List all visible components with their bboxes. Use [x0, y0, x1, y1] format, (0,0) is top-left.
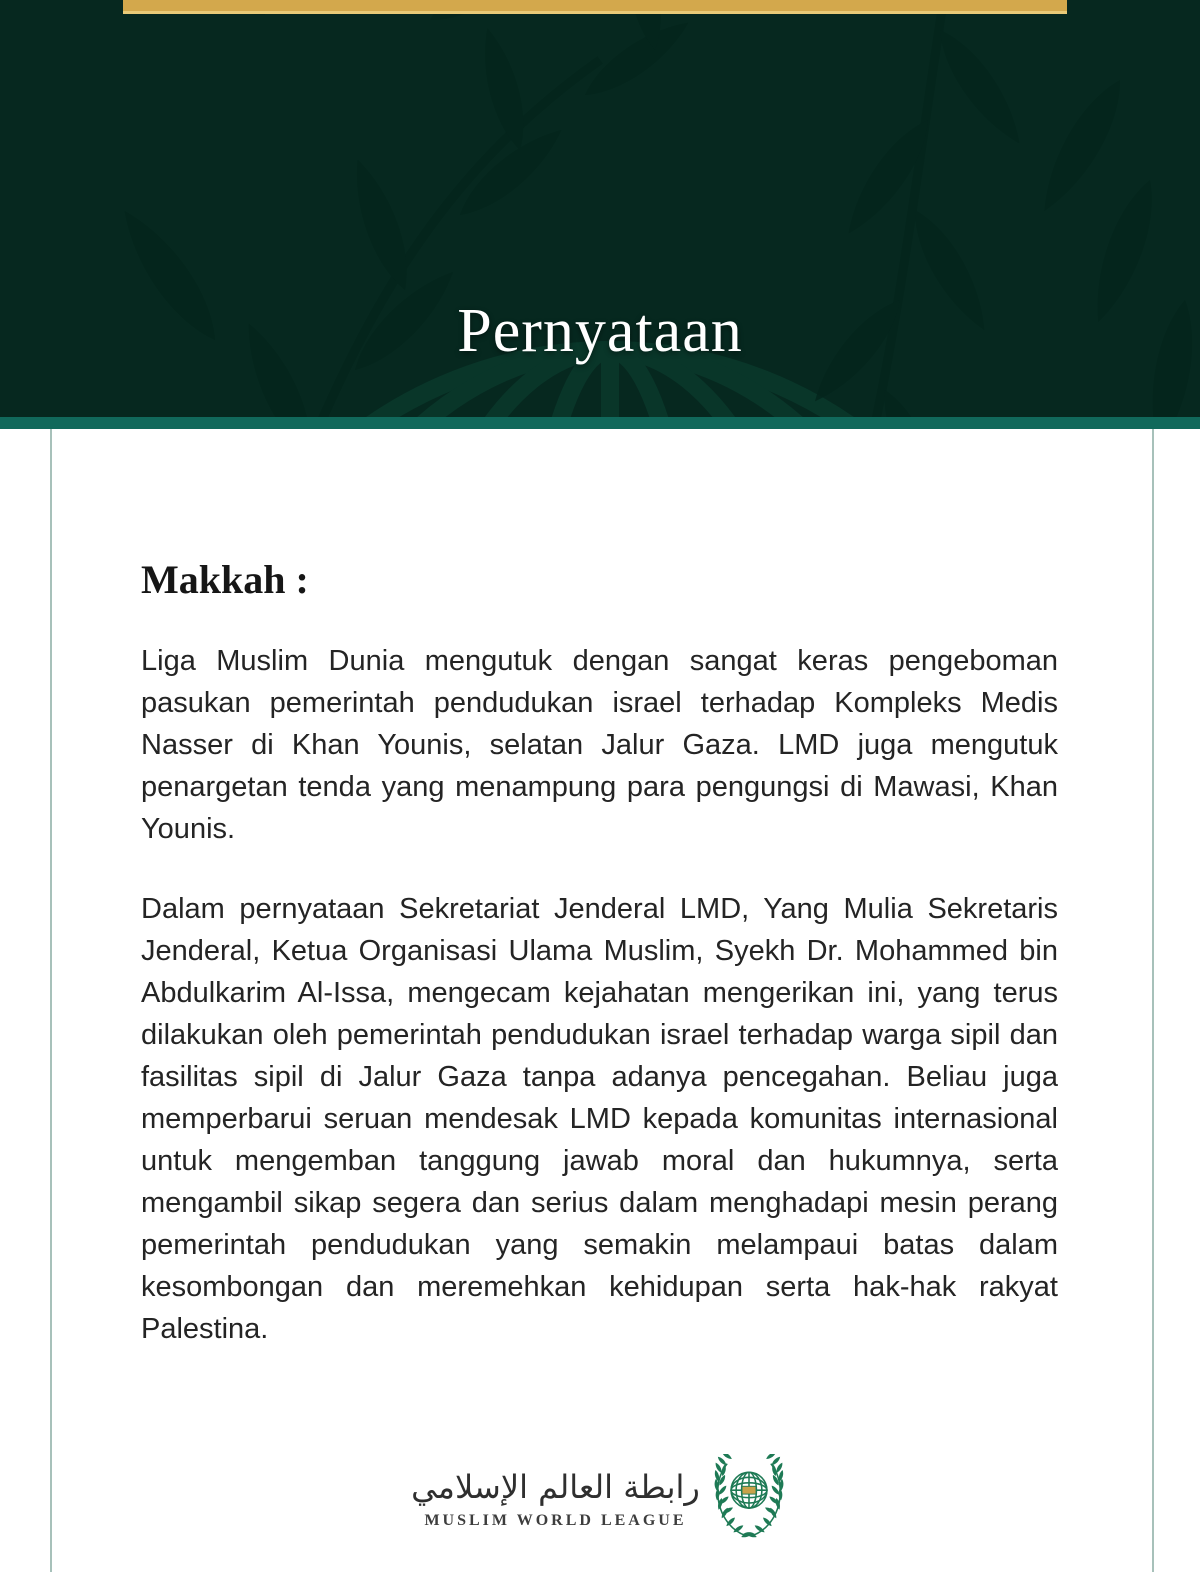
- mwl-wordmark: MUSLIM WORLD LEAGUE: [424, 1511, 687, 1529]
- statement-paragraph-2: Dalam pernyataan Sekretariat Jenderal LMD, Yang Mulia Sekretaris Jenderal, Ketua Organisasi Ulama Muslim, Syekh Dr. Mohammed bin Abdulkarim Al-Issa, mengecam kejahatan mengerikan ini, yang terus dilakukan oleh pemerintah pendudukan israel terhadap warga sipil dan fasilitas sipil di Jalur Gaza tanpa adanya pencegahan. Beliau juga memperbarui seruan mendesak LMD kepada komunitas internasional untuk mengemban tanggung jawab moral dan hukumnya, serta mengambil sikap segera dan serius dalam menghadapi mesin perang pemerintah pendudukan yang semakin melampaui batas dalam kesombongan dan meremehkan kehidupan serta hak-hak rakyat Palestina.: [141, 893, 1058, 1345]
- teal-divider: [0, 417, 1200, 429]
- header-banner: [0, 0, 1200, 417]
- arabic-calligraphy: رابطة العالم الإسلامي: [411, 1468, 700, 1507]
- mwl-logo-text: [411, 1466, 700, 1529]
- statement-body: [0, 429, 1200, 1542]
- mwl-logo: [141, 1454, 1058, 1542]
- gold-accent-bar: [123, 0, 1067, 14]
- statement-paragraph-1: Liga Muslim Dunia mengutuk dengan sangat keras pengeboman pasukan pemerintah pendudukan israel terhadap Kompleks Medis Nasser di Khan Younis, selatan Jalur Gaza. LMD juga mengutuk penargetan tenda yang menampung para pengungsi di Mawasi, Khan Younis.: [141, 645, 1058, 845]
- dateline-heading: Makkah :: [141, 557, 309, 602]
- wreath-globe-icon: [710, 1454, 788, 1542]
- page-title: Pernyataan: [457, 297, 743, 365]
